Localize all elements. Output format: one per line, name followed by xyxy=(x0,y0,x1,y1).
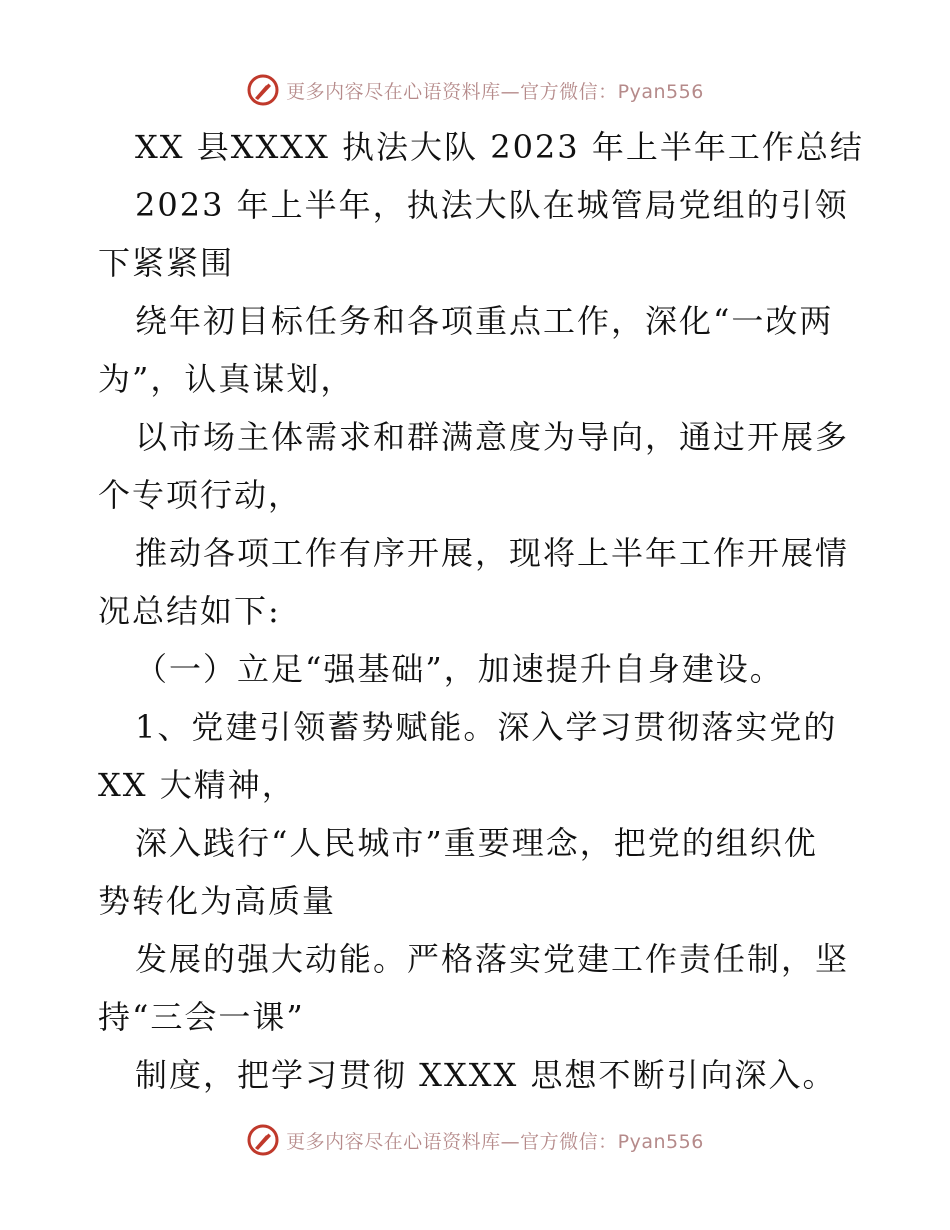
document-body xyxy=(98,118,864,1104)
paragraph-line: 为”，认真谋划， xyxy=(98,360,355,398)
paragraph-line: 深入践行“人民城市”重要理念，把党的组织优 xyxy=(135,824,818,862)
paragraph-line: 发展的强大动能。严格落实党建工作责任制，坚 xyxy=(135,940,850,978)
paragraph-line: 势转化为高质量 xyxy=(98,882,337,920)
paragraph-line: XX 大精神， xyxy=(98,766,296,804)
paragraph-line: 制度，把学习贯彻 XXXX 思想不断引向深入。 xyxy=(135,1056,837,1094)
paragraph-line: 推动各项工作有序开展，现将上半年工作开展情 xyxy=(135,534,850,572)
paragraph-line: 个专项行动， xyxy=(98,476,303,514)
header-watermark xyxy=(0,70,950,110)
watermark-text: 更多内容尽在心语资料库—官方微信：Pyan556 xyxy=(286,1130,704,1153)
paragraph-line: 绕年初目标任务和各项重点工作，深化“一改两 xyxy=(135,302,834,340)
paragraph-line: 2023 年上半年，执法大队在城管局党组的引领 xyxy=(135,186,849,224)
paragraph-line: 下紧紧围 xyxy=(98,244,235,282)
paragraph-line: （一）立足“强基础”，加速提升自身建设。 xyxy=(135,650,784,688)
paragraph-line: 况总结如下: xyxy=(98,592,281,630)
watermark-text: 更多内容尽在心语资料库—官方微信：Pyan556 xyxy=(286,80,704,103)
footer-watermark xyxy=(0,1120,950,1160)
paragraph-line: 以市场主体需求和群满意度为导向，通过开展多 xyxy=(135,418,850,456)
pen-logo-icon xyxy=(246,1123,280,1157)
paragraph-line: 持“三会一课” xyxy=(98,998,305,1036)
paragraph-line: XX 县XXXX 执法大队 2023 年上半年工作总结 xyxy=(135,128,864,166)
paragraph-line: 1、党建引领蓄势赋能。深入学习贯彻落实党的 xyxy=(135,708,838,746)
pen-logo-icon xyxy=(246,73,280,107)
